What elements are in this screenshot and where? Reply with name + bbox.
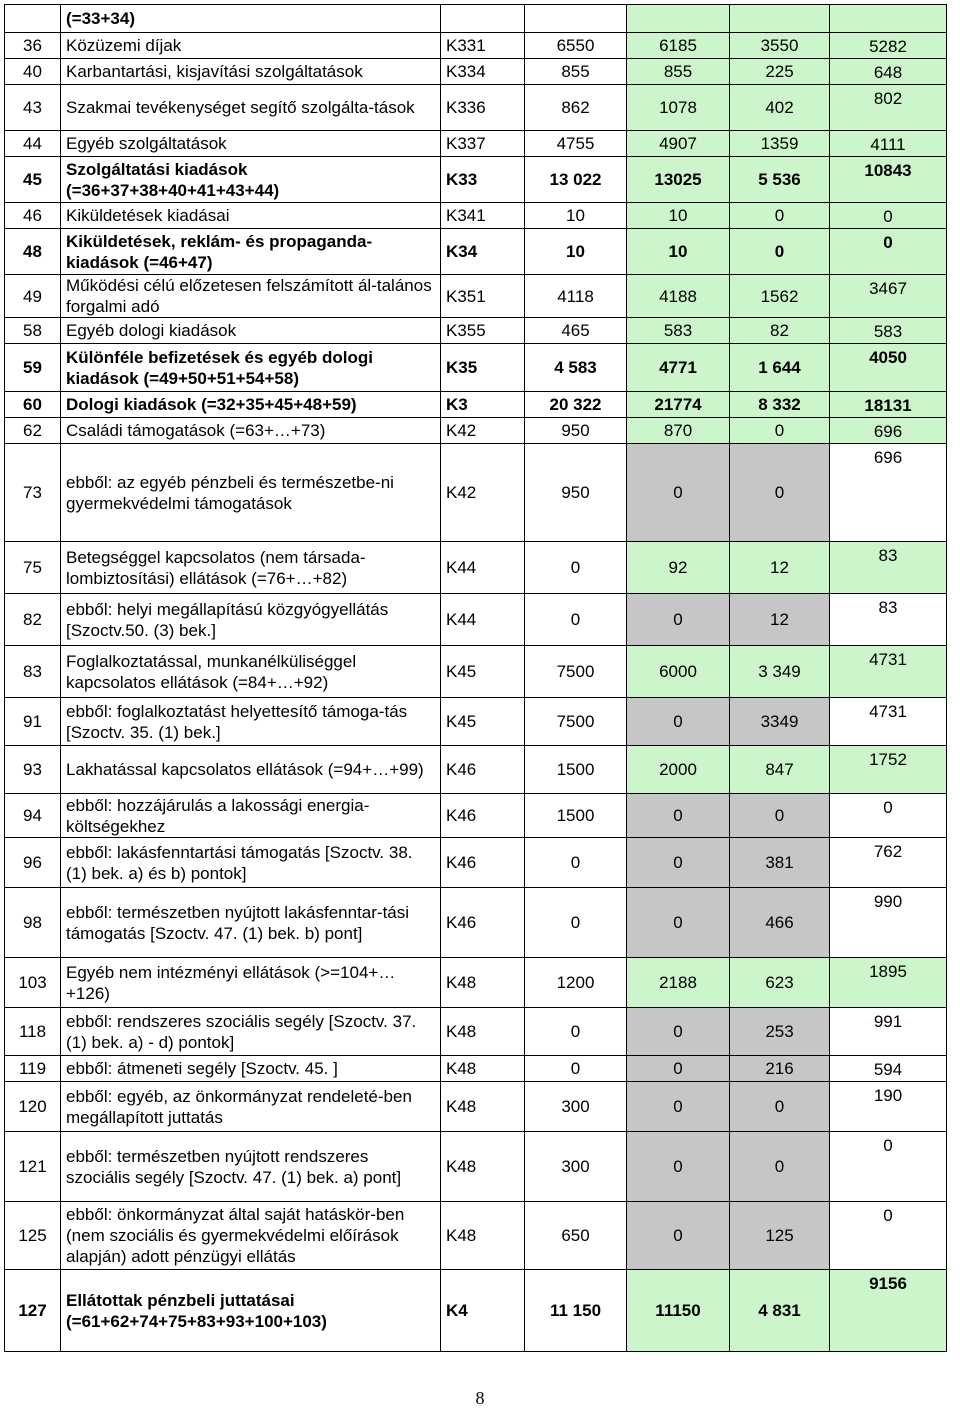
row-code-cell: K48 [441,1082,525,1132]
table-row [5,594,947,646]
row-code-cell: K337 [441,131,525,157]
row-number-cell: 40 [5,59,61,85]
value-cell-2: 10 [627,203,730,229]
value-cell-3: 0 [730,1132,830,1202]
value-cell-1: 465 [525,318,627,344]
value-cell-3: 847 [730,746,830,794]
row-label-cell: Működési célú előzetesen felszámított ál-talános forgalmi adó [61,275,441,318]
value-cell-2: 21774 [627,392,730,418]
row-code-cell: K48 [441,1008,525,1056]
row-number-cell: 36 [5,33,61,59]
row-code-cell: K334 [441,59,525,85]
row-code-cell: K44 [441,542,525,594]
table-row [5,157,947,203]
value-cell-2: 11150 [627,1270,730,1352]
table-row [5,5,947,33]
row-label-cell: ebből: foglalkoztatást helyettesítő támoga-tás [Szoctv. 35. (1) bek.] [61,698,441,746]
value-cell-4: 696 [830,418,947,444]
value-cell-1 [525,5,627,33]
value-cell-4: 9156 [830,1270,947,1352]
value-cell-4: 0 [830,203,947,229]
row-number-cell: 60 [5,392,61,418]
value-cell-4: 648 [830,59,947,85]
table-row [5,838,947,888]
value-cell-3: 1 644 [730,344,830,392]
row-code-cell: K48 [441,1132,525,1202]
value-cell-4: 990 [830,888,947,958]
row-code-cell: K35 [441,344,525,392]
row-number-cell: 121 [5,1132,61,1202]
row-code-cell: K4 [441,1270,525,1352]
row-label-cell: ebből: természetben nyújtott rendszeres szociális segély [Szoctv. 47. (1) bek. a) pont] [61,1132,441,1202]
value-cell-4: 18131 [830,392,947,418]
value-cell-2: 4907 [627,131,730,157]
value-cell-4: 0 [830,1132,947,1202]
value-cell-2: 0 [627,1008,730,1056]
value-cell-1: 4118 [525,275,627,318]
budget-table-body [5,5,947,1352]
value-cell-3: 12 [730,594,830,646]
row-code-cell: K46 [441,746,525,794]
row-code-cell: K46 [441,838,525,888]
row-code-cell: K48 [441,1056,525,1082]
row-code-cell: K33 [441,157,525,203]
row-label-cell: Ellátottak pénzbeli juttatásai (=61+62+74+75+83+93+100+103) [61,1270,441,1352]
value-cell-1: 11 150 [525,1270,627,1352]
value-cell-4: 762 [830,838,947,888]
value-cell-4: 4050 [830,344,947,392]
value-cell-3: 466 [730,888,830,958]
value-cell-2: 0 [627,794,730,838]
row-label-cell: Karbantartási, kisjavítási szolgáltatások [61,59,441,85]
value-cell-4: 83 [830,542,947,594]
table-row [5,59,947,85]
value-cell-3: 1562 [730,275,830,318]
value-cell-1: 4755 [525,131,627,157]
row-label-cell: Szolgáltatási kiadások (=36+37+38+40+41+43+44) [61,157,441,203]
value-cell-4: 190 [830,1082,947,1132]
table-row [5,444,947,542]
table-row [5,1008,947,1056]
row-code-cell: K351 [441,275,525,318]
table-row [5,33,947,59]
value-cell-4: 594 [830,1056,947,1082]
value-cell-1: 300 [525,1132,627,1202]
value-cell-3: 4 831 [730,1270,830,1352]
row-number-cell: 93 [5,746,61,794]
row-number-cell: 73 [5,444,61,542]
row-label-cell: ebből: átmeneti segély [Szoctv. 45. ] [61,1056,441,1082]
value-cell-3: 0 [730,203,830,229]
row-number-cell: 49 [5,275,61,318]
value-cell-1: 1500 [525,794,627,838]
value-cell-1: 20 322 [525,392,627,418]
table-row [5,958,947,1008]
value-cell-2: 6185 [627,33,730,59]
value-cell-2: 92 [627,542,730,594]
value-cell-1: 7500 [525,646,627,698]
value-cell-3: 5 536 [730,157,830,203]
value-cell-4: 0 [830,794,947,838]
value-cell-4: 83 [830,594,947,646]
value-cell-2: 0 [627,594,730,646]
value-cell-2: 13025 [627,157,730,203]
value-cell-3: 623 [730,958,830,1008]
row-number-cell: 127 [5,1270,61,1352]
row-number-cell: 45 [5,157,61,203]
value-cell-3 [730,5,830,33]
value-cell-2: 870 [627,418,730,444]
row-label-cell: Betegséggel kapcsolatos (nem társada-lombiztosítási) ellátások (=76+…+82) [61,542,441,594]
value-cell-3: 225 [730,59,830,85]
value-cell-1: 950 [525,444,627,542]
value-cell-2: 855 [627,59,730,85]
row-number-cell: 58 [5,318,61,344]
row-label-cell: Egyéb szolgáltatások [61,131,441,157]
value-cell-1: 6550 [525,33,627,59]
row-code-cell: K34 [441,229,525,275]
value-cell-3: 381 [730,838,830,888]
row-label-cell: ebből: az egyéb pénzbeli és természetbe-ni gyermekvédelmi támogatások [61,444,441,542]
table-row [5,542,947,594]
value-cell-1: 10 [525,229,627,275]
row-code-cell: K48 [441,1202,525,1270]
row-label-cell: Lakhatással kapcsolatos ellátások (=94+…+99) [61,746,441,794]
row-label-cell: ebből: hozzájárulás a lakossági energia-költségekhez [61,794,441,838]
row-code-cell: K45 [441,646,525,698]
value-cell-1: 862 [525,85,627,131]
row-number-cell: 103 [5,958,61,1008]
value-cell-2: 10 [627,229,730,275]
row-number-cell: 118 [5,1008,61,1056]
row-code-cell: K3 [441,392,525,418]
row-number-cell: 119 [5,1056,61,1082]
value-cell-2: 6000 [627,646,730,698]
value-cell-4: 4731 [830,646,947,698]
table-row [5,344,947,392]
row-code-cell: K341 [441,203,525,229]
row-code-cell: K355 [441,318,525,344]
value-cell-3: 12 [730,542,830,594]
value-cell-4: 10843 [830,157,947,203]
budget-table [4,4,947,1352]
row-code-cell: K42 [441,444,525,542]
value-cell-4: 0 [830,229,947,275]
row-label-cell: Kiküldetések kiadásai [61,203,441,229]
row-code-cell: K48 [441,958,525,1008]
value-cell-4: 5282 [830,33,947,59]
table-row [5,229,947,275]
row-number-cell: 48 [5,229,61,275]
value-cell-2: 2188 [627,958,730,1008]
value-cell-1: 650 [525,1202,627,1270]
row-number-cell: 59 [5,344,61,392]
value-cell-4: 802 [830,85,947,131]
value-cell-1: 13 022 [525,157,627,203]
row-label-cell: ebből: lakásfenntartási támogatás [Szoctv. 38. (1) bek. a) és b) pontok] [61,838,441,888]
value-cell-2: 0 [627,1202,730,1270]
row-label-cell: ebből: önkormányzat által saját hatáskör-ben (nem szociális és gyermekvédelmi előírások alapján) adott pénzügyi ellátás [61,1202,441,1270]
value-cell-1: 0 [525,888,627,958]
table-row [5,1056,947,1082]
table-row [5,1132,947,1202]
table-row [5,888,947,958]
row-label-cell: ebből: rendszeres szociális segély [Szoctv. 37. (1) bek. a) - d) pontok] [61,1008,441,1056]
value-cell-3: 8 332 [730,392,830,418]
value-cell-3: 1359 [730,131,830,157]
value-cell-2: 0 [627,1082,730,1132]
value-cell-1: 855 [525,59,627,85]
row-label-cell: Különféle befizetések és egyéb dologi kiadások (=49+50+51+54+58) [61,344,441,392]
value-cell-3: 0 [730,444,830,542]
row-label-cell: ebből: helyi megállapítású közgyógyellátás [Szoctv.50. (3) bek.] [61,594,441,646]
value-cell-3: 3550 [730,33,830,59]
row-label-cell: Egyéb dologi kiadások [61,318,441,344]
row-code-cell: K45 [441,698,525,746]
row-number-cell: 62 [5,418,61,444]
row-label-cell: Dologi kiadások (=32+35+45+48+59) [61,392,441,418]
value-cell-1: 950 [525,418,627,444]
value-cell-4: 0 [830,1202,947,1270]
value-cell-1: 0 [525,594,627,646]
value-cell-4: 1752 [830,746,947,794]
row-label-cell: (=33+34) [61,5,441,33]
table-row [5,794,947,838]
table-row [5,1202,947,1270]
value-cell-1: 0 [525,1008,627,1056]
value-cell-2: 583 [627,318,730,344]
row-number-cell: 46 [5,203,61,229]
table-row [5,1082,947,1132]
row-number-cell: 98 [5,888,61,958]
table-row [5,646,947,698]
value-cell-1: 7500 [525,698,627,746]
value-cell-4: 4111 [830,131,947,157]
value-cell-3: 0 [730,794,830,838]
value-cell-3: 3349 [730,698,830,746]
page-number: 8 [475,1388,485,1408]
value-cell-4: 696 [830,444,947,542]
row-code-cell: K331 [441,33,525,59]
value-cell-3: 253 [730,1008,830,1056]
row-number-cell: 44 [5,131,61,157]
row-number-cell: 96 [5,838,61,888]
value-cell-3: 0 [730,229,830,275]
value-cell-3: 3 349 [730,646,830,698]
table-row [5,85,947,131]
row-number-cell [5,5,61,33]
row-label-cell: Egyéb nem intézményi ellátások (>=104+…+126) [61,958,441,1008]
value-cell-2: 0 [627,1056,730,1082]
value-cell-2: 0 [627,1132,730,1202]
table-row [5,203,947,229]
table-row [5,418,947,444]
row-label-cell: ebből: egyéb, az önkormányzat rendeleté-ben megállapított juttatás [61,1082,441,1132]
value-cell-2: 2000 [627,746,730,794]
value-cell-1: 1500 [525,746,627,794]
value-cell-4: 991 [830,1008,947,1056]
row-number-cell: 83 [5,646,61,698]
table-row [5,318,947,344]
value-cell-4: 3467 [830,275,947,318]
value-cell-2: 1078 [627,85,730,131]
value-cell-3: 0 [730,418,830,444]
row-code-cell: K42 [441,418,525,444]
row-label-cell: Közüzemi díjak [61,33,441,59]
row-label-cell: Szakmai tevékenységet segítő szolgálta-tások [61,85,441,131]
value-cell-4: 583 [830,318,947,344]
value-cell-1: 10 [525,203,627,229]
value-cell-1: 4 583 [525,344,627,392]
row-number-cell: 91 [5,698,61,746]
value-cell-3: 125 [730,1202,830,1270]
value-cell-4: 4731 [830,698,947,746]
value-cell-2: 4188 [627,275,730,318]
value-cell-2: 4771 [627,344,730,392]
value-cell-2 [627,5,730,33]
table-row [5,698,947,746]
value-cell-1: 300 [525,1082,627,1132]
value-cell-3: 216 [730,1056,830,1082]
row-code-cell: K46 [441,794,525,838]
row-label-cell: ebből: természetben nyújtott lakásfenntar-tási támogatás [Szoctv. 47. (1) bek. b) pont] [61,888,441,958]
table-row [5,746,947,794]
row-number-cell: 94 [5,794,61,838]
value-cell-3: 402 [730,85,830,131]
table-row [5,275,947,318]
value-cell-3: 0 [730,1082,830,1132]
table-row [5,392,947,418]
value-cell-2: 0 [627,698,730,746]
value-cell-1: 0 [525,542,627,594]
table-row [5,131,947,157]
row-number-cell: 120 [5,1082,61,1132]
value-cell-4 [830,5,947,33]
row-code-cell: K46 [441,888,525,958]
row-code-cell: K336 [441,85,525,131]
row-label-cell: Családi támogatások (=63+…+73) [61,418,441,444]
row-number-cell: 82 [5,594,61,646]
row-code-cell [441,5,525,33]
value-cell-2: 0 [627,444,730,542]
row-code-cell: K44 [441,594,525,646]
row-number-cell: 125 [5,1202,61,1270]
value-cell-1: 1200 [525,958,627,1008]
row-number-cell: 43 [5,85,61,131]
value-cell-4: 1895 [830,958,947,1008]
value-cell-1: 0 [525,1056,627,1082]
row-label-cell: Foglalkoztatással, munkanélküliséggel kapcsolatos ellátások (=84+…+92) [61,646,441,698]
value-cell-2: 0 [627,888,730,958]
value-cell-1: 0 [525,838,627,888]
row-label-cell: Kiküldetések, reklám- és propaganda-kiadások (=46+47) [61,229,441,275]
value-cell-2: 0 [627,838,730,888]
value-cell-3: 82 [730,318,830,344]
table-row [5,1270,947,1352]
row-number-cell: 75 [5,542,61,594]
